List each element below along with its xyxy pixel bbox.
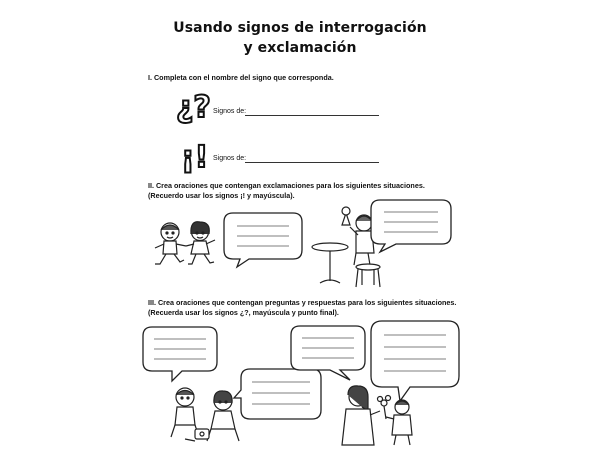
section3-instruction-line2: (Recuerda usar los signos ¿?, mayúscula y punto final). <box>148 308 339 317</box>
answer-line-1[interactable] <box>245 115 379 116</box>
section2-instruction-line1: II. Crea oraciones que contengan exclamaciones para los siguientes situaciones. <box>148 181 425 190</box>
running-kids-illustration <box>150 220 225 270</box>
worksheet-title-line1: Usando signos de interrogación <box>173 20 427 36</box>
kids-playing-illustration <box>165 385 245 445</box>
speech-bubble-2[interactable] <box>370 199 452 253</box>
signos-label-2: Signos de: <box>213 155 247 162</box>
mother-child-flowers-illustration <box>330 385 420 445</box>
section2-instruction-line2: (Recuerdo usar los signos ¡! y mayúscula). <box>148 191 295 200</box>
section1-instruction: I. Completa con el nombre del signo que corresponda. <box>148 73 334 82</box>
answer-line-2[interactable] <box>245 162 379 163</box>
question-marks-symbol: ¿? <box>176 90 211 125</box>
signos-label-1: Signos de: <box>213 108 247 115</box>
speech-bubble-3[interactable] <box>142 326 218 382</box>
worksheet-title-line2: y exclamación <box>243 40 357 56</box>
exclamation-marks-symbol: ¡! <box>181 140 209 175</box>
speech-bubble-1[interactable] <box>223 212 303 268</box>
section3-instruction-line1: III. Crea oraciones que contengan preguntas y respuestas para los siguientes situaciones. <box>148 298 457 307</box>
speech-bubble-5[interactable] <box>290 325 366 381</box>
